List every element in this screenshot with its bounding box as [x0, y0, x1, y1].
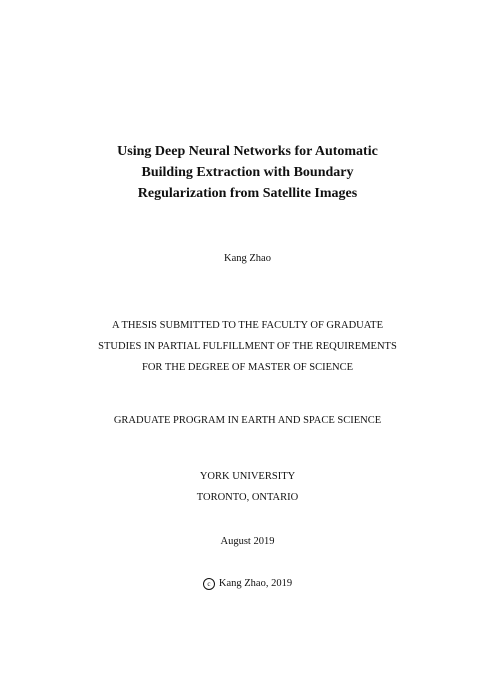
- submission-date: August 2019: [220, 536, 275, 547]
- thesis-statement-line-3: FOR THE DEGREE OF MASTER OF SCIENCE: [142, 362, 353, 373]
- university-location: TORONTO, ONTARIO: [196, 492, 299, 503]
- thesis-title-line-1: Using Deep Neural Networks for Automatic: [117, 144, 378, 159]
- graduate-program: GRADUATE PROGRAM IN EARTH AND SPACE SCIENCE: [113, 415, 382, 426]
- copyright-icon: c: [203, 578, 215, 590]
- author-name: Kang Zhao: [224, 253, 271, 264]
- copyright-text: Kang Zhao, 2019: [218, 578, 293, 589]
- thesis-statement-line-1: A THESIS SUBMITTED TO THE FACULTY OF GRADUATE: [112, 320, 383, 331]
- thesis-statement-line-2: STUDIES IN PARTIAL FULFILLMENT OF THE REQUIREMENTS: [98, 341, 397, 352]
- thesis-title: [0, 141, 495, 204]
- copyright-notice: [0, 577, 495, 591]
- thesis-title-line-3: Regularization from Satellite Images: [137, 186, 358, 201]
- thesis-title-line-2: Building Extraction with Boundary: [141, 165, 354, 180]
- university-name: YORK UNIVERSITY: [199, 471, 296, 482]
